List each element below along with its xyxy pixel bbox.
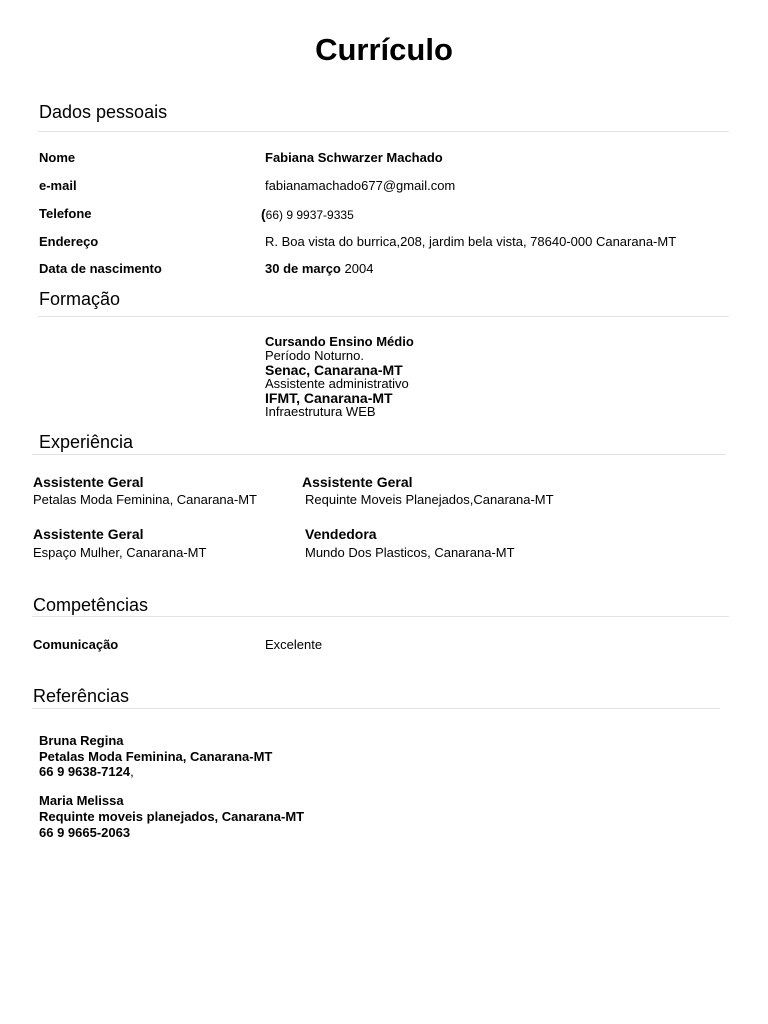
birth-date: 30 de março bbox=[265, 261, 341, 276]
job-company: Petalas Moda Feminina, Canarana-MT bbox=[33, 492, 257, 507]
education-line: Senac, Canarana-MT bbox=[265, 362, 403, 378]
education-line: Infraestrutura WEB bbox=[265, 404, 376, 419]
job-title: Assistente Geral bbox=[302, 474, 413, 490]
reference-phone: 66 9 9665-2063 bbox=[39, 825, 131, 840]
reference-name: Maria Melissa bbox=[39, 793, 124, 808]
section-heading-education: Formação bbox=[39, 289, 121, 309]
job-company: Espaço Mulher, Canarana-MT bbox=[33, 545, 207, 560]
phone-open-paren: ( bbox=[261, 206, 266, 222]
reference-company: Petalas Moda Feminina, Canarana-MT bbox=[39, 748, 273, 764]
reference-name: Bruna Regina bbox=[39, 733, 124, 748]
skill-name: Comunicação bbox=[33, 637, 119, 652]
reference-entry bbox=[39, 733, 272, 780]
skill-level: Excelente bbox=[265, 637, 323, 652]
birth-label: Data de nascimento bbox=[39, 261, 162, 276]
section-divider bbox=[32, 708, 720, 709]
page-title: Currículo bbox=[315, 32, 453, 67]
section-heading-experience: Experiência bbox=[39, 432, 134, 452]
job-company: Requinte Moveis Planejados,Canarana-MT bbox=[305, 492, 554, 507]
education-line: Assistente administrativo bbox=[265, 376, 409, 391]
reference-phone: 66 9 9638-7124 bbox=[39, 764, 131, 779]
job-title: Assistente Geral bbox=[33, 474, 144, 490]
birth-value bbox=[265, 261, 373, 276]
phone-number: 66) 9 9937-9335 bbox=[265, 208, 354, 222]
section-heading-references: Referências bbox=[33, 686, 130, 706]
email-label: e-mail bbox=[39, 178, 77, 193]
education-list bbox=[265, 335, 414, 419]
section-divider bbox=[32, 616, 729, 617]
address-value: R. Boa vista do burrica,208, jardim bela vista, 78640-000 Canarana-MT bbox=[265, 234, 677, 249]
reference-entry bbox=[39, 793, 304, 841]
reference-phone-line bbox=[39, 764, 272, 780]
job-title: Vendedora bbox=[305, 526, 377, 542]
phone-label: Telefone bbox=[39, 206, 92, 221]
education-line: Cursando Ensino Médio bbox=[265, 334, 414, 349]
section-heading-personal: Dados pessoais bbox=[39, 102, 168, 122]
section-divider bbox=[32, 454, 726, 455]
email-value: fabianamachado677@gmail.com bbox=[265, 178, 456, 193]
reference-phone-suffix: , bbox=[130, 764, 134, 779]
section-divider bbox=[38, 131, 729, 132]
reference-phone-line bbox=[39, 825, 304, 841]
reference-company: Requinte moveis planejados, Canarana-MT bbox=[39, 809, 305, 824]
job-company: Mundo Dos Plasticos, Canarana-MT bbox=[305, 545, 515, 560]
job-title: Assistente Geral bbox=[33, 526, 144, 542]
section-divider bbox=[38, 316, 729, 317]
address-label: Endereço bbox=[39, 234, 99, 249]
education-line: IFMT, Canarana-MT bbox=[265, 390, 393, 406]
birth-year: 2004 bbox=[344, 261, 374, 276]
phone-value bbox=[261, 206, 354, 222]
name-value: Fabiana Schwarzer Machado bbox=[265, 150, 443, 165]
name-label: Nome bbox=[39, 150, 76, 165]
education-line: Período Noturno. bbox=[265, 348, 365, 363]
section-heading-skills: Competências bbox=[33, 595, 149, 615]
